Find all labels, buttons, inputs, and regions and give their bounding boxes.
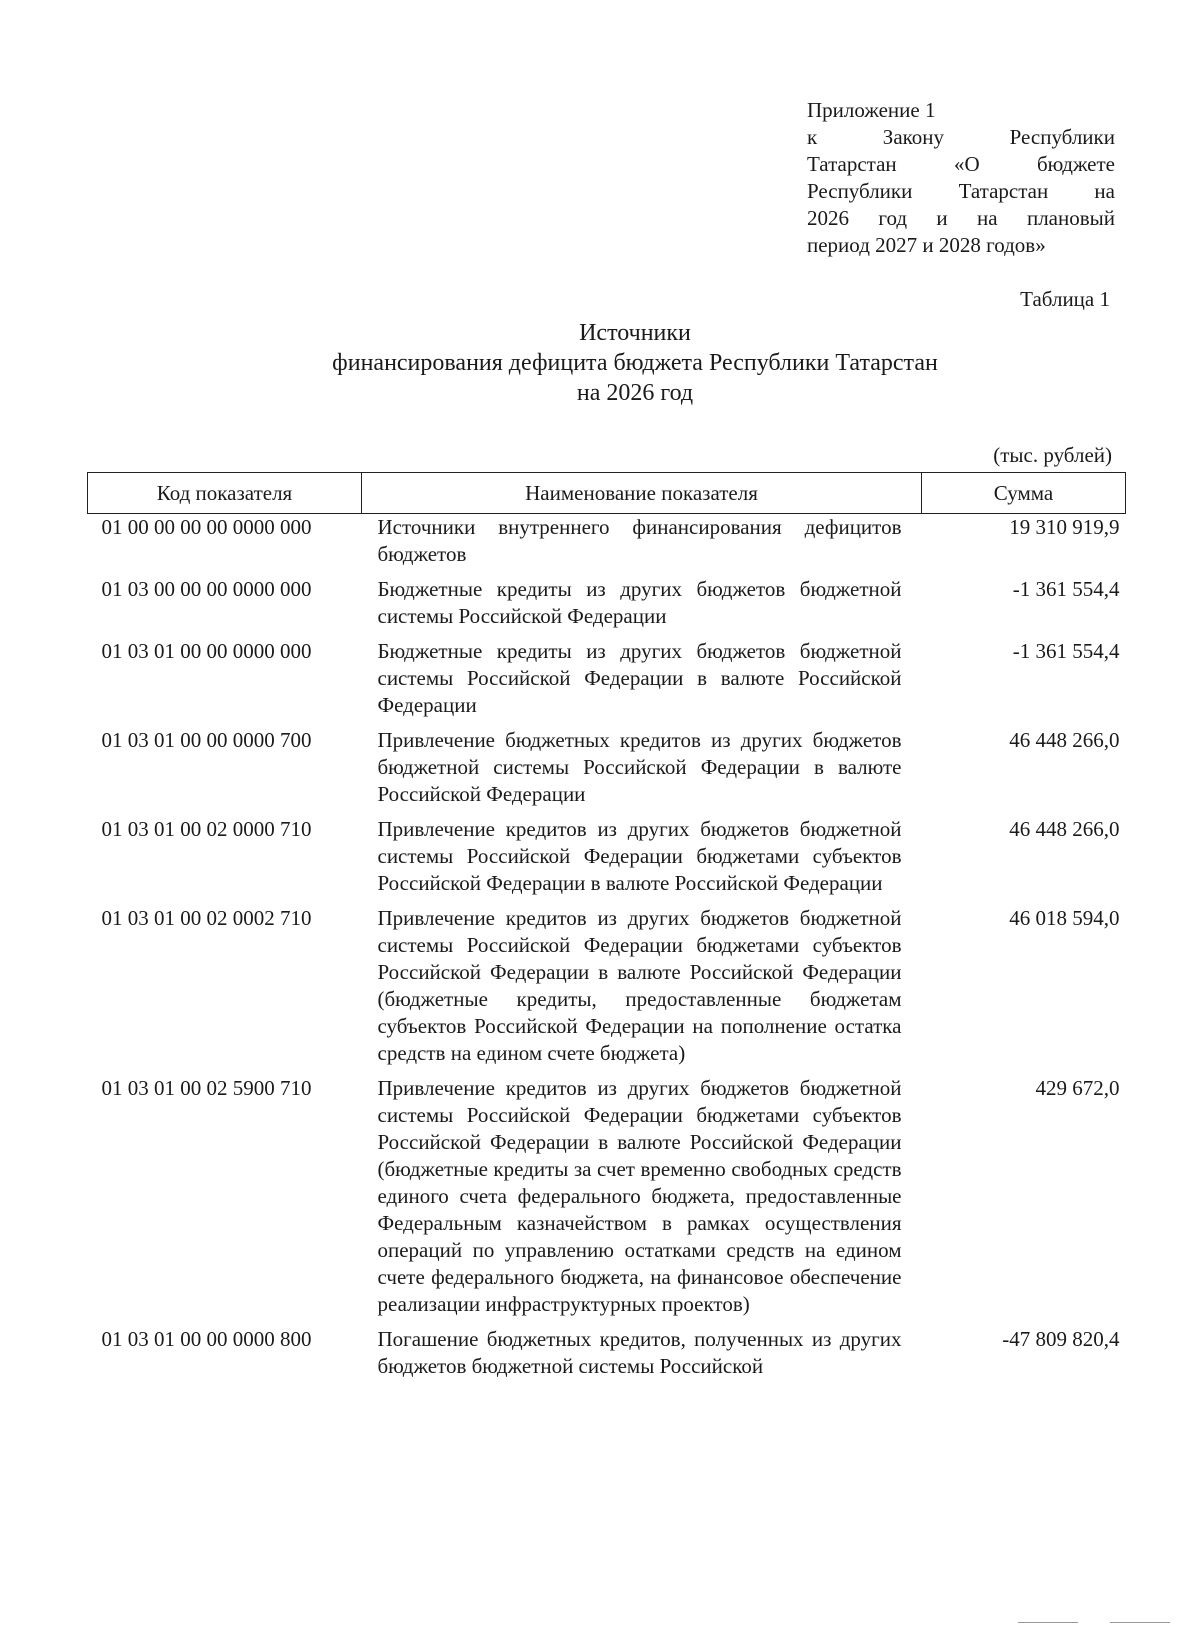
appendix-line-4: Республики Татарстан на [807,179,1115,203]
header-code: Код показателя [88,473,362,514]
table-row [88,1326,1126,1388]
table-number: Таблица 1 [1020,287,1110,311]
table-row [88,1075,1126,1326]
row-code: 01 03 01 00 00 0000 800 [101,1327,312,1351]
table-row [88,816,1126,905]
row-sum: 46 448 266,0 [1009,817,1120,841]
title-line-3: на 2026 год [576,380,694,406]
row-code: 01 03 01 00 02 0000 710 [101,817,312,841]
row-name: Погашение бюджетных кредитов, полученных из других бюджетов бюджетной системы Российской [377,1327,902,1378]
table-row [88,638,1126,727]
title-line-1: Источники [579,320,691,346]
table-row [88,576,1126,638]
row-name: Бюджетные кредиты из других бюджетов бюджетной системы Российской Федерации [377,577,902,628]
row-code: 01 03 01 00 02 5900 710 [101,1076,312,1100]
row-code: 01 03 00 00 00 0000 000 [101,577,312,601]
table-row [88,727,1126,816]
appendix-line-6: период 2027 и 2028 годов» [807,233,1046,257]
table-row [88,514,1126,577]
row-name: Привлечение бюджетных кредитов из других бюджетов бюджетной системы Российской Федерации в валюте Российской Федерации [377,728,902,806]
row-code: 01 03 01 00 00 0000 000 [101,639,312,663]
title-line-2: финансирования дефицита бюджета Республики Татарстан [332,350,938,376]
appendix-line-1: Приложение 1 [807,98,936,122]
table-header-row [88,473,1126,514]
appendix-line-2: к Закону Республики [807,125,1115,149]
row-sum: 46 018 594,0 [1009,906,1120,930]
row-name: Привлечение кредитов из других бюджетов бюджетной системы Российской Федерации бюджетами субъектов Российской Федерации в валюте Российской Федерации (бюджетные кредиты, предоставленные бюджетам субъектов Российской Федерации на пополнение остатка средств на едином счете бюджета) [377,906,902,1065]
bottom-divider-left [1018,1622,1078,1623]
row-sum: 19 310 919,9 [1009,515,1120,539]
appendix-reference [807,97,1115,259]
document-title [240,318,1030,408]
row-name: Источники внутреннего финансирования дефицитов бюджетов [377,515,902,566]
row-code: 01 03 01 00 00 0000 700 [101,728,312,752]
header-sum: Сумма [922,473,1126,514]
row-code: 01 03 01 00 02 0002 710 [101,906,312,930]
row-sum: -1 361 554,4 [1012,577,1120,601]
financing-sources-table [87,472,1126,1388]
appendix-line-3: Татарстан «О бюджете [807,152,1115,176]
row-name: Бюджетные кредиты из других бюджетов бюджетной системы Российской Федерации в валюте Российской Федерации [377,639,902,717]
row-sum: 46 448 266,0 [1009,728,1120,752]
bottom-divider-right [1110,1622,1170,1623]
row-sum: 429 672,0 [1035,1076,1120,1100]
row-code: 01 00 00 00 00 0000 000 [101,515,312,539]
row-sum: -47 809 820,4 [1002,1327,1120,1351]
table-row [88,905,1126,1075]
header-name: Наименование показателя [362,473,922,514]
row-name: Привлечение кредитов из других бюджетов бюджетной системы Российской Федерации бюджетами субъектов Российской Федерации в валюте Российской Федерации [377,817,902,895]
appendix-line-5: 2026 год и на плановый [807,206,1115,230]
row-name: Привлечение кредитов из других бюджетов бюджетной системы Российской Федерации бюджетами субъектов Российской Федерации в валюте Российской Федерации (бюджетные кредиты за счет временно свободных средств единого счета федерального бюджета, предоставленные Федеральным казначейством в рамках осуществления операций по управлению остатками средств на едином счете федерального бюджета, на финансовое обеспечение реализации инфраструктурных проектов) [377,1076,902,1316]
units-label: (тыс. рублей) [993,443,1112,467]
row-sum: -1 361 554,4 [1012,639,1120,663]
